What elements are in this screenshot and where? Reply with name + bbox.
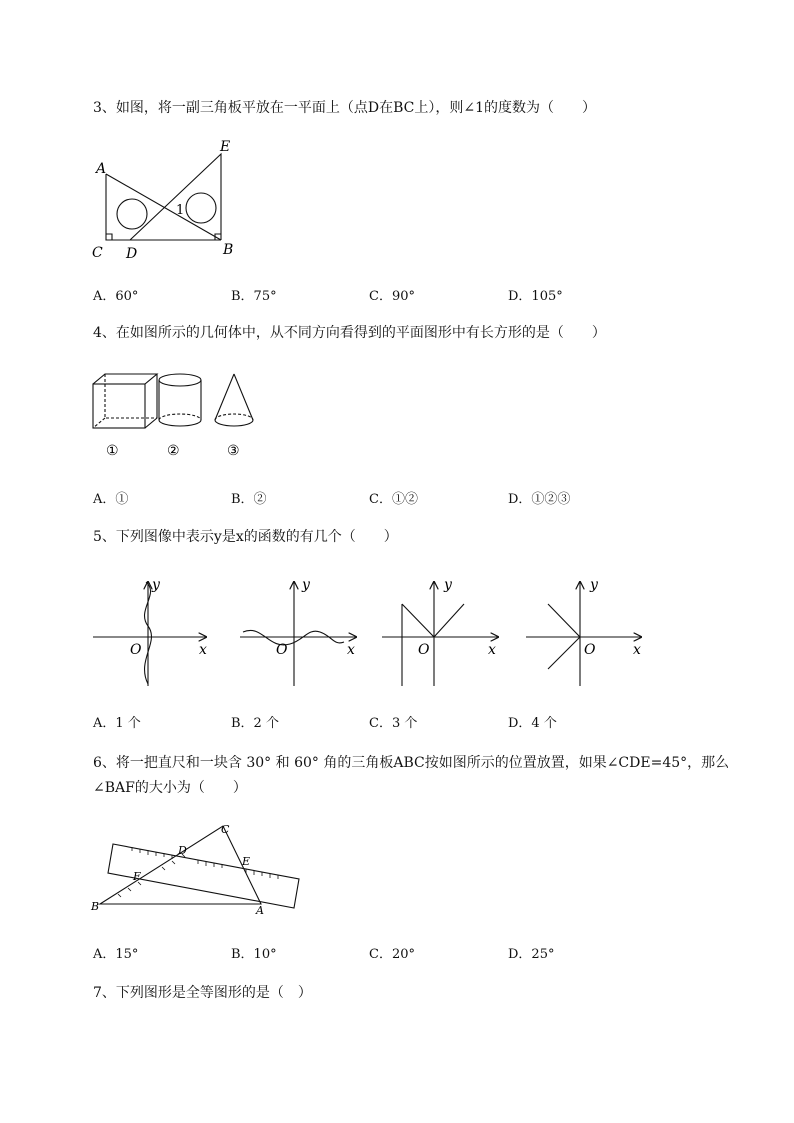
graph-2 — [240, 582, 356, 686]
graph-4 — [526, 582, 641, 686]
option-a[interactable]: A．60° — [93, 289, 139, 304]
axis-y-label: y — [590, 577, 598, 593]
axis-x-label: x — [347, 642, 355, 658]
figure-1-label: ① — [106, 443, 119, 459]
option-d[interactable]: D．4 个 — [508, 716, 557, 731]
triangle-abc — [100, 826, 261, 904]
question-7-stem: 7、下列图形是全等图形的是（ ） — [93, 985, 312, 1001]
origin-label: O — [418, 642, 430, 658]
label-e: E — [242, 855, 251, 868]
axis-x-label: x — [199, 642, 207, 658]
question-6-stem-line-1: 6、将一把直尺和一块含 30° 和 60° 角的三角板ABC按如图所示的位置放置，如果∠CDE=45°，那么 — [93, 755, 730, 771]
option-b[interactable]: B．75° — [231, 289, 277, 304]
label-c: C — [221, 823, 230, 836]
question-4-stem: 4、在如图所示的几何体中，从不同方向看得到的平面图形中有长方形的是（ ） — [93, 325, 606, 341]
question-5-figures — [88, 574, 658, 694]
option-b[interactable]: B．2 个 — [231, 716, 279, 731]
origin-label: O — [584, 642, 596, 658]
label-d: D — [178, 844, 187, 857]
figure-3-label: ③ — [227, 443, 240, 459]
cube-shape — [93, 374, 157, 428]
option-c[interactable]: C．①② — [369, 492, 418, 507]
option-a[interactable]: A．1 个 — [93, 716, 141, 731]
label-d: D — [126, 246, 138, 262]
question-6-figure — [88, 818, 313, 918]
axis-y-label: y — [444, 577, 452, 593]
question-3-figure — [88, 136, 248, 266]
option-b[interactable]: B．10° — [231, 947, 277, 962]
triangle-deb — [130, 154, 221, 240]
label-b: B — [223, 242, 234, 258]
axis-y-label: y — [152, 577, 160, 593]
graph-3 — [382, 582, 498, 686]
origin-label: O — [276, 642, 288, 658]
option-d[interactable]: D．25° — [508, 947, 555, 962]
figure-2-label: ② — [167, 443, 180, 459]
axis-y-label: y — [302, 577, 310, 593]
circle-hole-right — [186, 193, 216, 223]
axis-x-label: x — [633, 642, 641, 658]
question-5-stem: 5、下列图像中表示y是x的函数的有几个（ ） — [93, 529, 398, 545]
axis-x-label: x — [488, 642, 496, 658]
option-c[interactable]: C．90° — [369, 289, 415, 304]
option-c[interactable]: C．20° — [369, 947, 415, 962]
label-c: C — [92, 245, 103, 261]
label-b: B — [91, 900, 100, 913]
cylinder-shape — [159, 374, 201, 426]
circle-hole-left — [117, 199, 147, 229]
option-a[interactable]: A．① — [93, 492, 129, 507]
graph-1 — [93, 582, 206, 686]
cone-shape — [215, 374, 253, 426]
question-3-stem: 3、如图，将一副三角板平放在一平面上（点D在BC上），则∠1的度数为（ ） — [93, 100, 597, 116]
option-b[interactable]: B．② — [231, 492, 267, 507]
label-a: A — [256, 904, 264, 917]
label-f: F — [133, 870, 141, 883]
line-ab — [106, 174, 221, 240]
question-4-figure — [88, 368, 258, 463]
label-e: E — [220, 139, 231, 155]
question-6-stem-line-2: ∠BAF的大小为（ ） — [93, 780, 247, 796]
right-angle-c — [106, 234, 112, 240]
origin-label: O — [130, 642, 142, 658]
option-a[interactable]: A．15° — [93, 947, 139, 962]
option-d[interactable]: D．105° — [508, 289, 563, 304]
option-d[interactable]: D．①②③ — [508, 492, 571, 507]
label-a: A — [96, 161, 107, 177]
angle-1-label: 1 — [176, 203, 185, 218]
option-c[interactable]: C．3 个 — [369, 716, 418, 731]
